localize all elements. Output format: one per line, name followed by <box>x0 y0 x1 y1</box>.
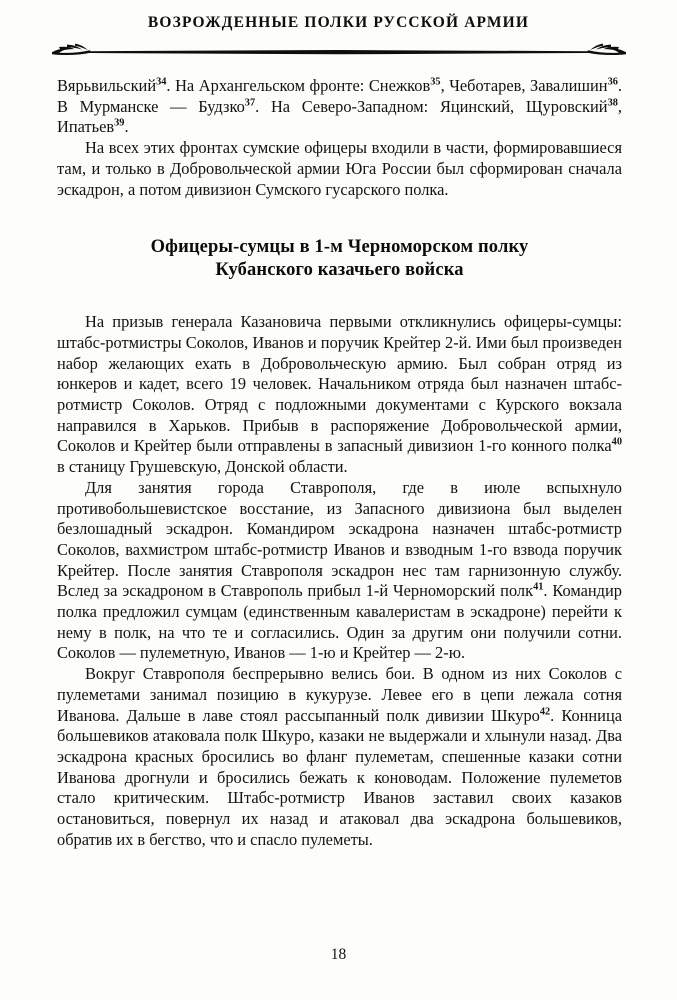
footnote-ref-34: 34 <box>156 76 167 88</box>
footnote-ref-36: 36 <box>607 76 618 88</box>
footnote-ref-40: 40 <box>611 436 622 448</box>
text-column <box>57 76 622 851</box>
footnote-ref-39: 39 <box>114 117 125 129</box>
running-head-title: ВОЗРОЖДЕННЫЕ ПОЛКИ РУССКОЙ АРМИИ <box>147 14 530 31</box>
par1-seg-e: . На Северо-Западном: Яцинский, Щуровский <box>255 96 608 116</box>
par3-seg-b: в станицу Грушевскую, Донской области. <box>57 457 348 477</box>
footnote-ref-41: 41 <box>533 581 544 593</box>
section-heading-line-1: Офицеры-сумцы в 1-м Черноморском полку <box>150 237 529 258</box>
paragraph-officers-list <box>57 76 622 138</box>
paragraph-kazanovich-appeal <box>57 312 622 478</box>
par1-seg-g: . <box>124 117 129 137</box>
par5-seg-b: . Конница большевиков атаковала полк Шкуро, казаки не выдержали и хлынули назад. Два эскадрона красных бросились во фланг пулеметам, спешенные казаки сотни Иванова дрогнули и бросились бежать к коноводам. Положение пулеметов стало критическим. Штабс-ротмистр Иванов заставил своих казаков остановиться, повернул их назад и атаковал два эскадрона большевиков, обратив их в бегство, что и спасло пулеметы. <box>57 705 622 849</box>
footnote-ref-42: 42 <box>539 706 551 718</box>
footnote-ref-35: 35 <box>430 76 441 88</box>
par1-seg-c: , Чеботарев, Завалишин <box>440 76 608 95</box>
par4-seg-b: . Командир полка предложил сумцам (единственным кавалеристам в эскадроне) перейти к нему в полк, на что те и согласились. Один за другим они получили сотни. Соколов — пулеметную, Иванов — 1-ю и Крейтер — 2-ю. <box>57 581 622 663</box>
paragraph-stavropol-squadron <box>57 478 622 664</box>
par5-seg-a: Вокруг Ставрополя беспрерывно велись бои. В одном из них Соколов с пулеметами занимал позицию в кукурузе. Левее его в цепи лежала сотня Иванова. Дальше в лаве стоял рассыпанный полк дивизии Шкуро <box>57 664 622 725</box>
footnote-ref-37: 37 <box>244 97 256 109</box>
page-number: 18 <box>330 945 347 963</box>
par1-seg-b: . На Архангельском фронте: Снежков <box>166 76 431 95</box>
header-ornamental-rule <box>50 42 628 58</box>
leaf-fan-ornament-right-icon <box>587 44 626 55</box>
section-heading <box>57 236 622 282</box>
par1-seg-f: , Ипатьев <box>57 96 623 137</box>
paragraph-all-fronts: На всех этих фронтах сумские офицеры входили в части, формировавшиеся там, и только в Добровольческой армии Юга России был сформирован сначала эскадрон, а потом дивизион Сумского гусарского полка. <box>57 138 622 199</box>
par1-seg-a: Вярьвильский <box>57 76 157 95</box>
par3-seg-a: На призыв генерала Казановича первыми откликнулись офицеры-сумцы: штабс-ротмистры Соколов, Иванов и поручик Крейтер 2-й. Ими был произведен набор желающих ехать в Добровольческую армию. Был собран отряд из юнкеров и кадет, всего 19 человек. Начальником отряда был назначен штабс-ротмистр Соколов. Отряд с подложными документами с Курского вокзала направился в Харьков. Прибыв в распоряжение Добровольческой армии, Соколов и Крейтер были отправлены в запасный дивизион 1-го конного полка <box>57 312 622 456</box>
heading-spacer-top <box>57 200 622 236</box>
par4-seg-a: Для занятия города Ставрополя, где в июле вспыхнуло противобольшевистское восстание, из Запасного дивизиона был выделен безлошадный эскадрон. Командиром эскадрона назначен штабс-ротмистр Соколов, вахмистром штабс-ротмистр Иванов и взводным 1-го взвода поручик Крейтер. После занятия Ставрополя эскадрон нес там гарнизонную службу. Вслед за эскадроном в Ставрополь прибыл 1-й Черноморский полк <box>57 477 622 601</box>
footnote-ref-38: 38 <box>607 97 618 109</box>
leaf-fan-ornament-left-icon <box>52 44 91 55</box>
par1-seg-d: . В Мурманске — Будзко <box>57 76 623 116</box>
running-head <box>0 14 677 32</box>
paragraph-battle-around-stavropol <box>57 664 622 850</box>
heading-spacer-bottom <box>57 282 622 312</box>
section-heading-line-2: Кубанского казачьего войска <box>215 260 464 281</box>
